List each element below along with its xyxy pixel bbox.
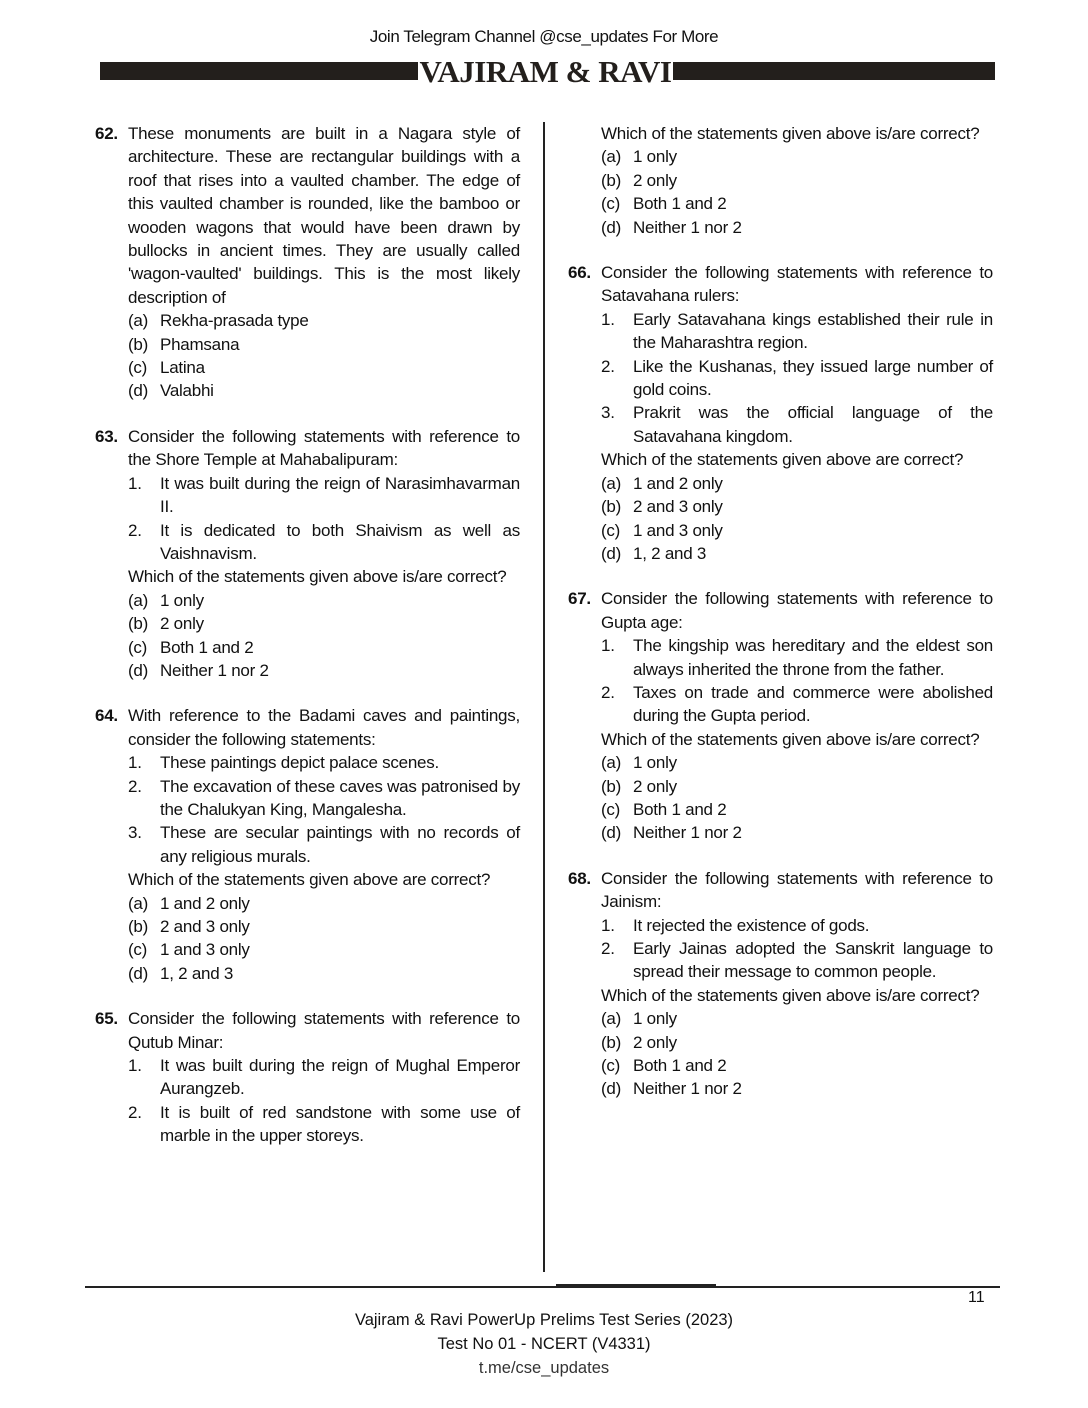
option-label: (c) xyxy=(601,520,621,540)
option xyxy=(601,216,993,239)
statement-label: 2. xyxy=(128,776,142,796)
question-row xyxy=(568,261,993,565)
option-text: 1 only xyxy=(160,590,204,610)
option-text: Neither 1 nor 2 xyxy=(633,823,742,843)
option-text: 1 and 2 only xyxy=(633,473,723,493)
question-stem: Consider the following statements with reference to Gupta age: xyxy=(601,589,993,632)
statement-text: Taxes on trade and commerce were abolished during the Gupta period. xyxy=(633,682,993,726)
option-text: 2 only xyxy=(160,614,204,634)
option-text: Phamsana xyxy=(160,334,240,354)
statement-label: 3. xyxy=(128,823,142,843)
right-column xyxy=(568,122,993,1123)
option-label: (a) xyxy=(601,147,622,167)
option xyxy=(601,495,993,518)
option-label: (c) xyxy=(128,940,148,960)
question-number: 68. xyxy=(568,868,591,888)
footer-series: Vajiram & Ravi PowerUp Prelims Test Series (2023) xyxy=(354,1311,734,1329)
question-64 xyxy=(95,704,520,985)
statement-text: It was built during the reign of Narasimhavarman II. xyxy=(160,473,520,517)
option xyxy=(601,472,993,495)
brand-logo: VAJIRAM & RAVI xyxy=(418,52,673,92)
question-prompt: Which of the statements given above is/are correct? xyxy=(128,567,507,587)
footer-overlay-watermark: t.me/cse_updates xyxy=(478,1359,610,1377)
statement-label: 1. xyxy=(601,915,615,935)
option-text: 1 only xyxy=(633,753,677,773)
option-label: (c) xyxy=(128,358,148,378)
question-prompt: Which of the statements given above is/are correct? xyxy=(601,985,980,1005)
statement-label: 2. xyxy=(128,1102,142,1122)
option xyxy=(601,751,993,774)
statement-label: 3. xyxy=(601,403,615,423)
statement-text: Early Jainas adopted the Sanskrit language to spread their message to common people. xyxy=(633,939,993,982)
question-number: 64. xyxy=(95,706,118,726)
option xyxy=(128,612,520,635)
question-row xyxy=(568,867,993,1101)
option-text: Both 1 and 2 xyxy=(160,637,254,657)
statement-text: These paintings depict palace scenes. xyxy=(160,753,439,773)
option-label: (b) xyxy=(128,917,149,936)
option xyxy=(128,589,520,612)
option-label: (a) xyxy=(128,311,149,331)
statement xyxy=(601,914,993,937)
question-stem: Consider the following statements with reference to Satavahana rulers: xyxy=(601,263,993,306)
option-text: Neither 1 nor 2 xyxy=(633,217,742,237)
statement-text: The excavation of these caves was patronised by the Chalukyan King, Mangalesha. xyxy=(160,776,520,819)
question-63 xyxy=(95,425,520,682)
statement-text: It is dedicated to both Shaivism as well as Vaishnavism. xyxy=(160,520,520,563)
statement-label: 1. xyxy=(128,473,142,493)
question-body xyxy=(128,425,520,682)
column-divider xyxy=(543,122,545,1272)
option-text: Neither 1 nor 2 xyxy=(160,660,269,680)
right-questions xyxy=(568,261,993,1101)
option-text: Rekha-prasada type xyxy=(160,311,309,331)
question-stem: These monuments are built in a Nagara style of architecture. These are rectangular buildings with a roof that rises into a vaulted chamber. The edge of this vaulted chamber is rounded, like the bamboo or wooden wagons that would have been drawn by bullocks in ancient times. They are usually called 'wagon-vaulted' buildings. This is the most likely description of xyxy=(128,124,520,307)
question-row xyxy=(95,122,520,403)
statement-text: It rejected the existence of gods. xyxy=(633,915,870,935)
question-prompt: Which of the statements given above is/are correct? xyxy=(601,729,980,749)
option-text: 2 and 3 only xyxy=(633,497,723,517)
question-body xyxy=(601,867,993,1101)
option-text: 2 only xyxy=(633,1032,677,1052)
option-label: (b) xyxy=(601,170,622,190)
option xyxy=(601,1054,993,1077)
statement xyxy=(128,1101,520,1148)
question-stem: With reference to the Badami caves and paintings, consider the following statements: xyxy=(128,706,520,749)
option xyxy=(601,542,993,565)
question-number: 66. xyxy=(568,263,591,283)
option xyxy=(601,775,993,798)
option-label: (d) xyxy=(601,217,622,237)
statement-text: Early Satavahana kings established their rule in the Maharashtra region. xyxy=(633,309,993,353)
question-body xyxy=(128,1007,520,1147)
question-number: 65. xyxy=(95,1009,118,1029)
option-text: Both 1 and 2 xyxy=(633,194,727,214)
footer-rule xyxy=(85,1286,1000,1288)
statement-label: 2. xyxy=(601,682,615,702)
option xyxy=(128,333,520,356)
option-text: 1, 2 and 3 xyxy=(160,963,234,983)
question-prompt: Which of the statements given above is/are correct? xyxy=(601,124,980,143)
question-stem: Consider the following statements with reference to Jainism: xyxy=(601,868,993,912)
statement xyxy=(128,775,520,822)
question-65 xyxy=(95,1007,520,1147)
option-label: (d) xyxy=(128,660,149,680)
footer-rule-accent xyxy=(556,1284,716,1287)
statement-text: These are secular paintings with no records of any religious murals. xyxy=(160,823,520,866)
option-label: (a) xyxy=(128,590,149,610)
question-row xyxy=(95,1007,520,1147)
option-text: 2 only xyxy=(633,170,677,190)
statement-text: The kingship was hereditary and the eldest son always inherited the throne from the father. xyxy=(633,636,993,679)
option-label: (d) xyxy=(601,1079,622,1099)
option xyxy=(601,192,993,215)
statement-label: 2. xyxy=(128,520,142,540)
page-number: 11 xyxy=(968,1289,985,1306)
question-row xyxy=(568,587,993,844)
question-65-continuation xyxy=(601,122,993,239)
statement-text: It was built during the reign of Mughal Emperor Aurangzeb. xyxy=(160,1056,520,1099)
option-text: Latina xyxy=(160,358,205,378)
option xyxy=(128,309,520,332)
option xyxy=(128,892,520,915)
option-label: (d) xyxy=(128,381,149,401)
question-prompt: Which of the statements given above are correct? xyxy=(601,450,964,470)
option xyxy=(601,1077,993,1100)
option xyxy=(601,169,993,192)
option xyxy=(601,1031,993,1054)
option-label: (d) xyxy=(601,823,622,843)
option-label: (b) xyxy=(128,334,149,354)
statement xyxy=(128,472,520,519)
statement-text: Prakrit was the official language of the Satavahana kingdom. xyxy=(633,403,993,446)
statement xyxy=(128,519,520,566)
statement xyxy=(128,1054,520,1101)
question-number: 67. xyxy=(568,589,591,609)
question-body xyxy=(128,122,520,403)
left-column xyxy=(95,122,520,1170)
question-prompt: Which of the statements given above are correct? xyxy=(128,870,491,890)
statement-label: 1. xyxy=(128,753,142,773)
option xyxy=(128,636,520,659)
question-66 xyxy=(568,261,993,565)
statement xyxy=(128,821,520,868)
question-65-options xyxy=(601,145,993,239)
option xyxy=(601,798,993,821)
statement xyxy=(601,355,993,402)
option xyxy=(601,519,993,542)
option-text: 1 and 3 only xyxy=(633,520,723,540)
option-label: (b) xyxy=(601,497,622,517)
question-stem: Consider the following statements with reference to Qutub Minar: xyxy=(128,1009,520,1052)
question-row xyxy=(95,425,520,682)
option-label: (a) xyxy=(601,1009,622,1029)
option-text: 1 only xyxy=(633,147,677,167)
question-stem: Consider the following statements with reference to the Shore Temple at Mahabalipuram: xyxy=(128,426,520,470)
statement-label: 1. xyxy=(601,636,615,656)
question-body xyxy=(601,587,993,844)
statement xyxy=(128,751,520,774)
question-number: 62. xyxy=(95,124,118,143)
option-text: 2 only xyxy=(633,776,677,796)
option-text: 1 only xyxy=(633,1009,677,1029)
option-label: (b) xyxy=(601,776,622,796)
option xyxy=(601,145,993,168)
option-text: 2 and 3 only xyxy=(160,917,250,936)
statement-text: Like the Kushanas, they issued large number of gold coins. xyxy=(633,356,993,400)
option xyxy=(128,356,520,379)
option-label: (c) xyxy=(601,1056,621,1076)
option-label: (b) xyxy=(128,614,149,634)
option-text: Neither 1 nor 2 xyxy=(633,1079,742,1099)
question-body xyxy=(128,704,520,985)
statement-label: 2. xyxy=(601,939,615,958)
option-label: (c) xyxy=(601,799,621,819)
statement xyxy=(601,634,993,681)
option-label: (a) xyxy=(128,893,149,913)
option xyxy=(128,379,520,402)
option-text: Valabhi xyxy=(160,381,214,401)
question-number: 63. xyxy=(95,426,118,446)
option-text: Both 1 and 2 xyxy=(633,1056,727,1076)
option-label: (a) xyxy=(601,753,622,773)
option-text: 1 and 3 only xyxy=(160,940,250,960)
option xyxy=(128,915,520,938)
option-label: (c) xyxy=(601,194,621,214)
statement-label: 1. xyxy=(601,309,615,329)
statement xyxy=(601,937,993,984)
option xyxy=(601,821,993,844)
option xyxy=(128,938,520,961)
option-text: Both 1 and 2 xyxy=(633,799,727,819)
option-label: (b) xyxy=(601,1032,622,1052)
statement xyxy=(601,308,993,355)
statement xyxy=(601,681,993,728)
statement-text: It is built of red sandstone with some use of marble in the upper storeys. xyxy=(160,1102,520,1146)
option-label: (c) xyxy=(128,637,148,657)
question-row xyxy=(95,704,520,985)
footer-test-name: Test No 01 - NCERT (V4331) xyxy=(437,1335,651,1353)
option-text: 1, 2 and 3 xyxy=(633,543,707,563)
option xyxy=(128,659,520,682)
telegram-banner: Join Telegram Channel @cse_updates For More xyxy=(369,27,719,46)
option-text: 1 and 2 only xyxy=(160,893,250,913)
question-67 xyxy=(568,587,993,844)
option-label: (a) xyxy=(601,473,622,493)
option-label: (d) xyxy=(601,543,622,563)
question-68 xyxy=(568,867,993,1101)
option-label: (d) xyxy=(128,963,149,983)
option xyxy=(601,1007,993,1030)
option xyxy=(128,962,520,985)
statement-label: 1. xyxy=(128,1056,142,1076)
question-body xyxy=(601,261,993,565)
statement-label: 2. xyxy=(601,356,615,376)
question-62 xyxy=(95,122,520,403)
statement xyxy=(601,401,993,448)
